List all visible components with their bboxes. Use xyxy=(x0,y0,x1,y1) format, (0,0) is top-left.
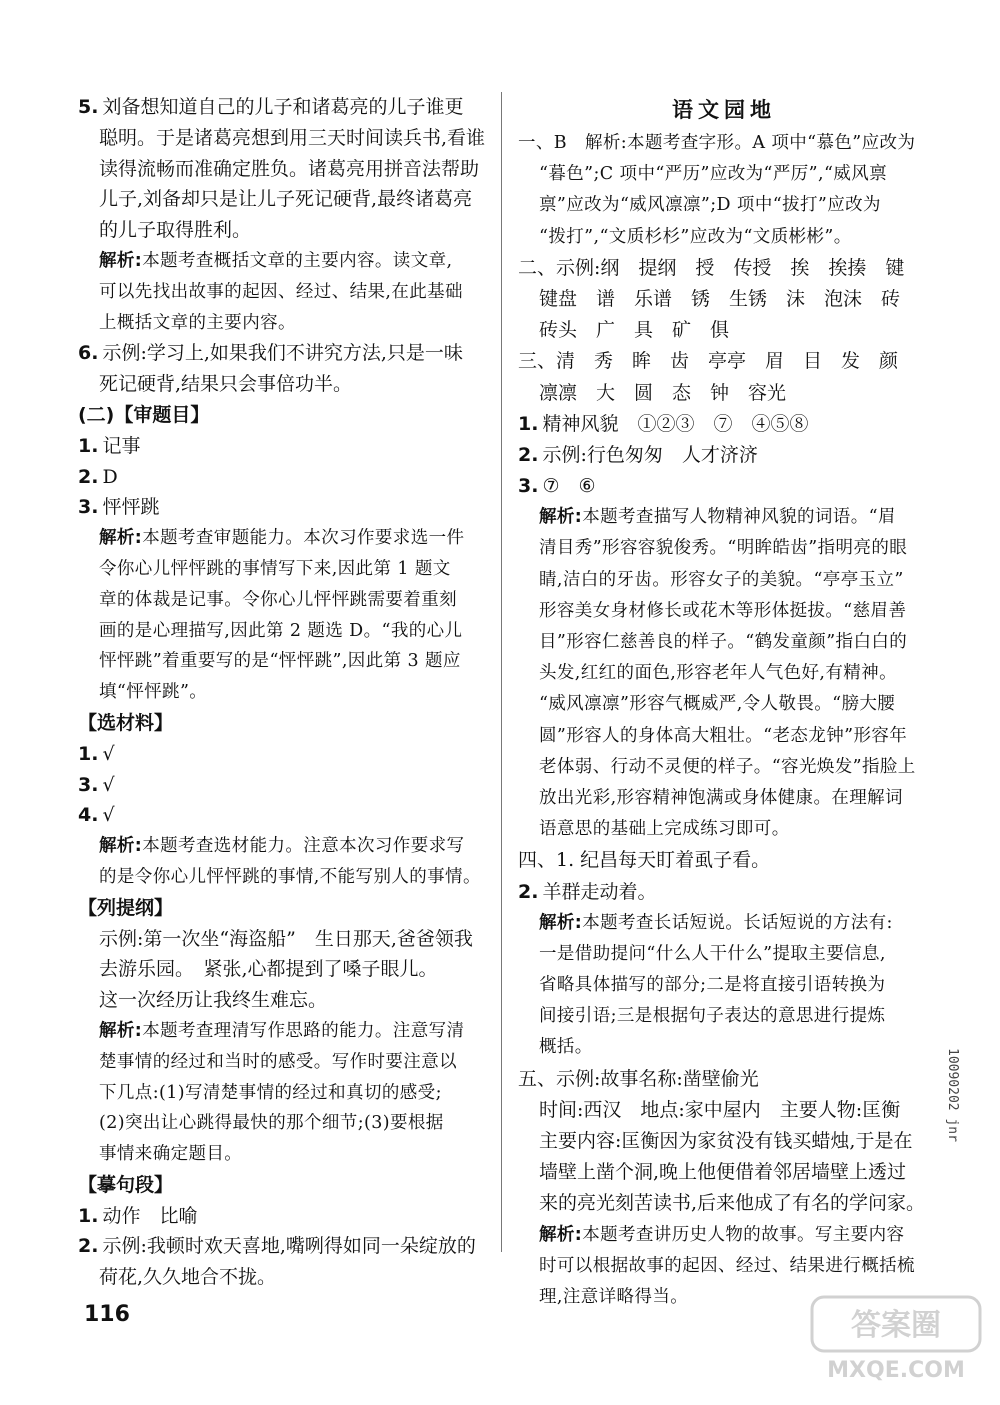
page-number: 116 xyxy=(84,1302,130,1327)
explanation-line: 清目秀”形容容貌俊秀。“明眸皓齿”指明亮的眼 xyxy=(539,538,908,559)
answer-line: 聪明。于是诸葛亮想到用三天时间读兵书,看谁 xyxy=(99,126,486,149)
explanation-line xyxy=(518,502,930,533)
explanation-text: 本题考查概括文章的主要内容。读文章, xyxy=(142,250,453,271)
explanation-line xyxy=(518,908,930,939)
answer-text: 示例:学习上,如果我们不讲究方法,只是一味 xyxy=(102,342,463,365)
answer-line: 一、B 解析:本题考查字形。A 项中“慕色”应改为 xyxy=(518,133,916,153)
answer-line: 四、1. 纪昌每天盯着虱子看。 xyxy=(518,849,771,872)
answer-line: “拨打”,“文质杉杉”应改为“文质彬彬”。 xyxy=(539,226,852,247)
answer-text: 动作 比喻 xyxy=(102,1204,198,1227)
section-heading: (二)【审题目】 xyxy=(78,403,210,426)
answer-line: “暮色”;C 项中“严历”应改为“严厉”,“威风禀 xyxy=(539,164,888,185)
answer-line: 墙壁上凿个洞,晚上他便借着邻居墙壁上透过 xyxy=(539,1161,907,1184)
explanation-line: 怦怦跳”着重要写的是“怦怦跳”,因此第 3 题应 xyxy=(99,651,461,672)
explanation-line: 上概括文章的主要内容。 xyxy=(99,312,296,333)
explanation-line: 头发,红红的面色,形容老年人气色好,有精神。 xyxy=(539,663,897,684)
answer-line: 死记硬背,结果只会事倍功半。 xyxy=(99,373,353,396)
explanation-line: 理,注意详略得当。 xyxy=(539,1286,689,1307)
answer-text: 刘备想知道自己的儿子和诸葛亮的儿子谁更 xyxy=(102,96,464,118)
answer-line xyxy=(78,492,488,523)
answer-line xyxy=(78,739,488,770)
explanation-line: 一是借助提问“什么人干什么”提取主要信息, xyxy=(539,943,886,964)
answer-line xyxy=(78,1231,488,1262)
explanation-line xyxy=(78,1016,488,1047)
answer-line: 二、示例:纲 提纲 授 传授 挨 挨揍 键 xyxy=(518,256,905,279)
answer-number: 2. xyxy=(78,465,99,488)
explanation-line xyxy=(78,831,488,862)
answer-number: 3. xyxy=(78,773,99,796)
explanation-line: 概括。 xyxy=(539,1037,593,1058)
answer-text: 怦怦跳 xyxy=(102,496,160,519)
answer-line xyxy=(78,92,488,123)
explanation-label: 解析: xyxy=(99,1020,143,1041)
answer-number: 6. xyxy=(78,342,99,365)
explanation-line: (2)突出让心跳得最快的那个细节;(3)要根据 xyxy=(99,1113,444,1134)
explanation-line: 事情来确定题目。 xyxy=(99,1144,243,1165)
answer-line: 五、示例:故事名称:凿壁偷光 xyxy=(518,1067,759,1090)
column-divider xyxy=(501,92,502,1252)
explanation-line xyxy=(518,1220,930,1251)
answer-line xyxy=(518,409,930,440)
explanation-text: 本题考查描写人物精神风貌的词语。“眉 xyxy=(582,507,896,528)
answer-line xyxy=(78,431,488,462)
explanation-label: 解析: xyxy=(539,912,583,933)
explanation-line: 时可以根据故事的起因、经过、结果进行概括梳 xyxy=(539,1255,915,1276)
answer-line: 凛凛 大 圆 态 钟 容光 xyxy=(539,381,787,404)
answer-text: 精神风貌 ①②③ ⑦ ④⑤⑧ xyxy=(542,412,809,435)
explanation-line: 的是令你心儿怦怦跳的事情,不能写别人的事情。 xyxy=(99,866,481,887)
explanation-line: 睛,洁白的牙齿。形容女子的美貌。“亭亭玉立” xyxy=(539,569,904,590)
answer-number: 1. xyxy=(78,742,99,765)
answer-line: 禀”应改为“威风凛凛”;D 项中“拔打”应改为 xyxy=(539,195,881,216)
section-heading: 【选材料】 xyxy=(78,711,174,734)
answer-number: 5. xyxy=(78,96,99,118)
answer-line xyxy=(518,877,930,908)
answer-number: 1. xyxy=(518,412,539,435)
explanation-line: “威风凛凛”形容气概威严,令人敬畏。“膀大腰 xyxy=(539,694,896,715)
explanation-label: 解析: xyxy=(539,507,583,528)
answer-line xyxy=(78,800,488,831)
answer-number: 1. xyxy=(78,1204,99,1227)
answer-number: 2. xyxy=(518,443,539,466)
answer-text: 羊群走动着。 xyxy=(542,880,657,903)
explanation-line: 圆”形容人的身体高大粗壮。“老态龙钟”形容年 xyxy=(539,725,908,746)
answer-number: 4. xyxy=(78,804,99,827)
left-column xyxy=(78,92,488,1293)
explanation-line: 可以先找出故事的起因、经过、结果,在此基础 xyxy=(99,281,463,302)
explanation-line: 章的体裁是记事。令你心儿怦怦跳需要着重刻 xyxy=(99,589,457,610)
answer-text: D xyxy=(102,465,118,488)
section-heading: 【列提纲】 xyxy=(78,896,174,919)
explanation-line: 省略具体描写的部分;二是将直接引语转换为 xyxy=(539,975,886,996)
explanation-text: 本题考查长话短说。长话短说的方法有: xyxy=(582,912,893,933)
explanation-text: 本题考查审题能力。本次习作要求选一件 xyxy=(142,528,465,549)
answer-text: 示例:行色匆匆 人才济济 xyxy=(542,443,758,466)
explanation-line: 语意思的基础上完成练习即可。 xyxy=(539,819,790,840)
outline-line: 示例:第一次坐“海盗船” 生日那天,爸爸领我 xyxy=(99,927,473,950)
explanation-line xyxy=(78,523,488,554)
answer-number: 3. xyxy=(518,475,539,498)
watermark-top: 答案圈 xyxy=(851,1308,941,1343)
watermark-bottom: MXQE.COM xyxy=(827,1358,965,1383)
answer-line: 读得流畅而准确定胜负。诸葛亮用拼音法帮助 xyxy=(99,157,480,180)
answer-line xyxy=(78,1201,488,1232)
right-column xyxy=(518,92,930,1313)
answer-line xyxy=(78,770,488,801)
answer-text: ⑦ ⑥ xyxy=(542,475,596,498)
answer-line: 键盘 谱 乐谱 锈 生锈 沫 泡沫 砖 xyxy=(539,287,901,310)
check-mark: √ xyxy=(102,804,115,827)
answer-line: 时间:西汉 地点:家中屋内 主要人物:匡衡 xyxy=(539,1098,901,1121)
answer-line xyxy=(78,338,488,369)
explanation-line xyxy=(78,246,488,277)
answer-line: 主要内容:匡衡因为家贫没有钱买蜡烛,于是在 xyxy=(539,1130,913,1152)
explanation-line: 目”形容仁慈善良的样子。“鹤发童颜”指白白的 xyxy=(539,632,908,652)
side-code: 10090202 jnr xyxy=(945,1048,960,1142)
answer-text: 示例:我顿时欢天喜地,嘴咧得如同一朵绽放的 xyxy=(102,1235,476,1258)
explanation-line: 下几点:(1)写清楚事情的经过和真切的感受; xyxy=(99,1082,442,1103)
explanation-text: 本题考查理清写作思路的能力。注意写清 xyxy=(142,1020,465,1041)
answer-number: 2. xyxy=(518,880,539,903)
explanation-label: 解析: xyxy=(99,250,143,271)
answer-line: 三、清 秀 眸 齿 亭亭 眉 目 发 颜 xyxy=(518,350,899,373)
answer-line: 来的亮光刻苦读书,后来他成了有名的学问家。 xyxy=(539,1192,926,1215)
explanation-line: 画的是心理描写,因此第 2 题选 D。“我的心儿 xyxy=(99,620,463,641)
answer-line xyxy=(518,440,930,471)
watermark-logo xyxy=(806,1291,986,1387)
explanation-label: 解析: xyxy=(99,528,143,549)
explanation-line: 老体弱、行动不灵便的样子。“容光焕发”指脸上 xyxy=(539,756,916,777)
outline-line: 这一次经历让我终生难忘。 xyxy=(99,989,328,1012)
explanation-line: 间接引语;三是根据句子表达的意思进行提炼 xyxy=(539,1006,886,1027)
explanation-text: 本题考查讲历史人物的故事。写主要内容 xyxy=(582,1224,905,1245)
check-mark: √ xyxy=(102,773,115,796)
answer-text: 记事 xyxy=(102,434,141,457)
explanation-label: 解析: xyxy=(539,1224,583,1245)
answer-line: 儿子,刘备却只是让儿子死记硬背,最终诸葛亮 xyxy=(99,188,473,211)
answer-line: 砖头 广 具 矿 俱 xyxy=(539,319,730,342)
explanation-line: 填“怦怦跳”。 xyxy=(99,682,208,703)
answer-number: 1. xyxy=(78,434,99,457)
answer-line xyxy=(518,471,930,502)
explanation-line: 令你心儿怦怦跳的事情写下来,因此第 1 题文 xyxy=(99,558,451,579)
section-title: 语文园地 xyxy=(672,98,776,122)
explanation-text: 本题考查选材能力。注意本次习作要求写 xyxy=(142,836,465,857)
explanation-line: 楚事情的经过和当时的感受。写作时要注意以 xyxy=(99,1051,457,1072)
explanation-line: 放出光彩,形容精神饱满或身体健康。在理解词 xyxy=(539,787,903,808)
answer-line xyxy=(78,462,488,493)
explanation-label: 解析: xyxy=(99,836,143,857)
explanation-line: 形容美女身材修长或花木等形体挺拔。“慈眉善 xyxy=(539,600,907,621)
outline-line: 去游乐园。 紧张,心都提到了嗓子眼儿。 xyxy=(99,958,438,981)
check-mark: √ xyxy=(102,742,115,765)
answer-line: 荷花,久久地合不拢。 xyxy=(99,1266,277,1289)
answer-number: 2. xyxy=(78,1235,99,1258)
answer-line: 的儿子取得胜利。 xyxy=(99,219,252,242)
section-heading: 【摹句段】 xyxy=(78,1173,174,1196)
answer-number: 3. xyxy=(78,496,99,519)
